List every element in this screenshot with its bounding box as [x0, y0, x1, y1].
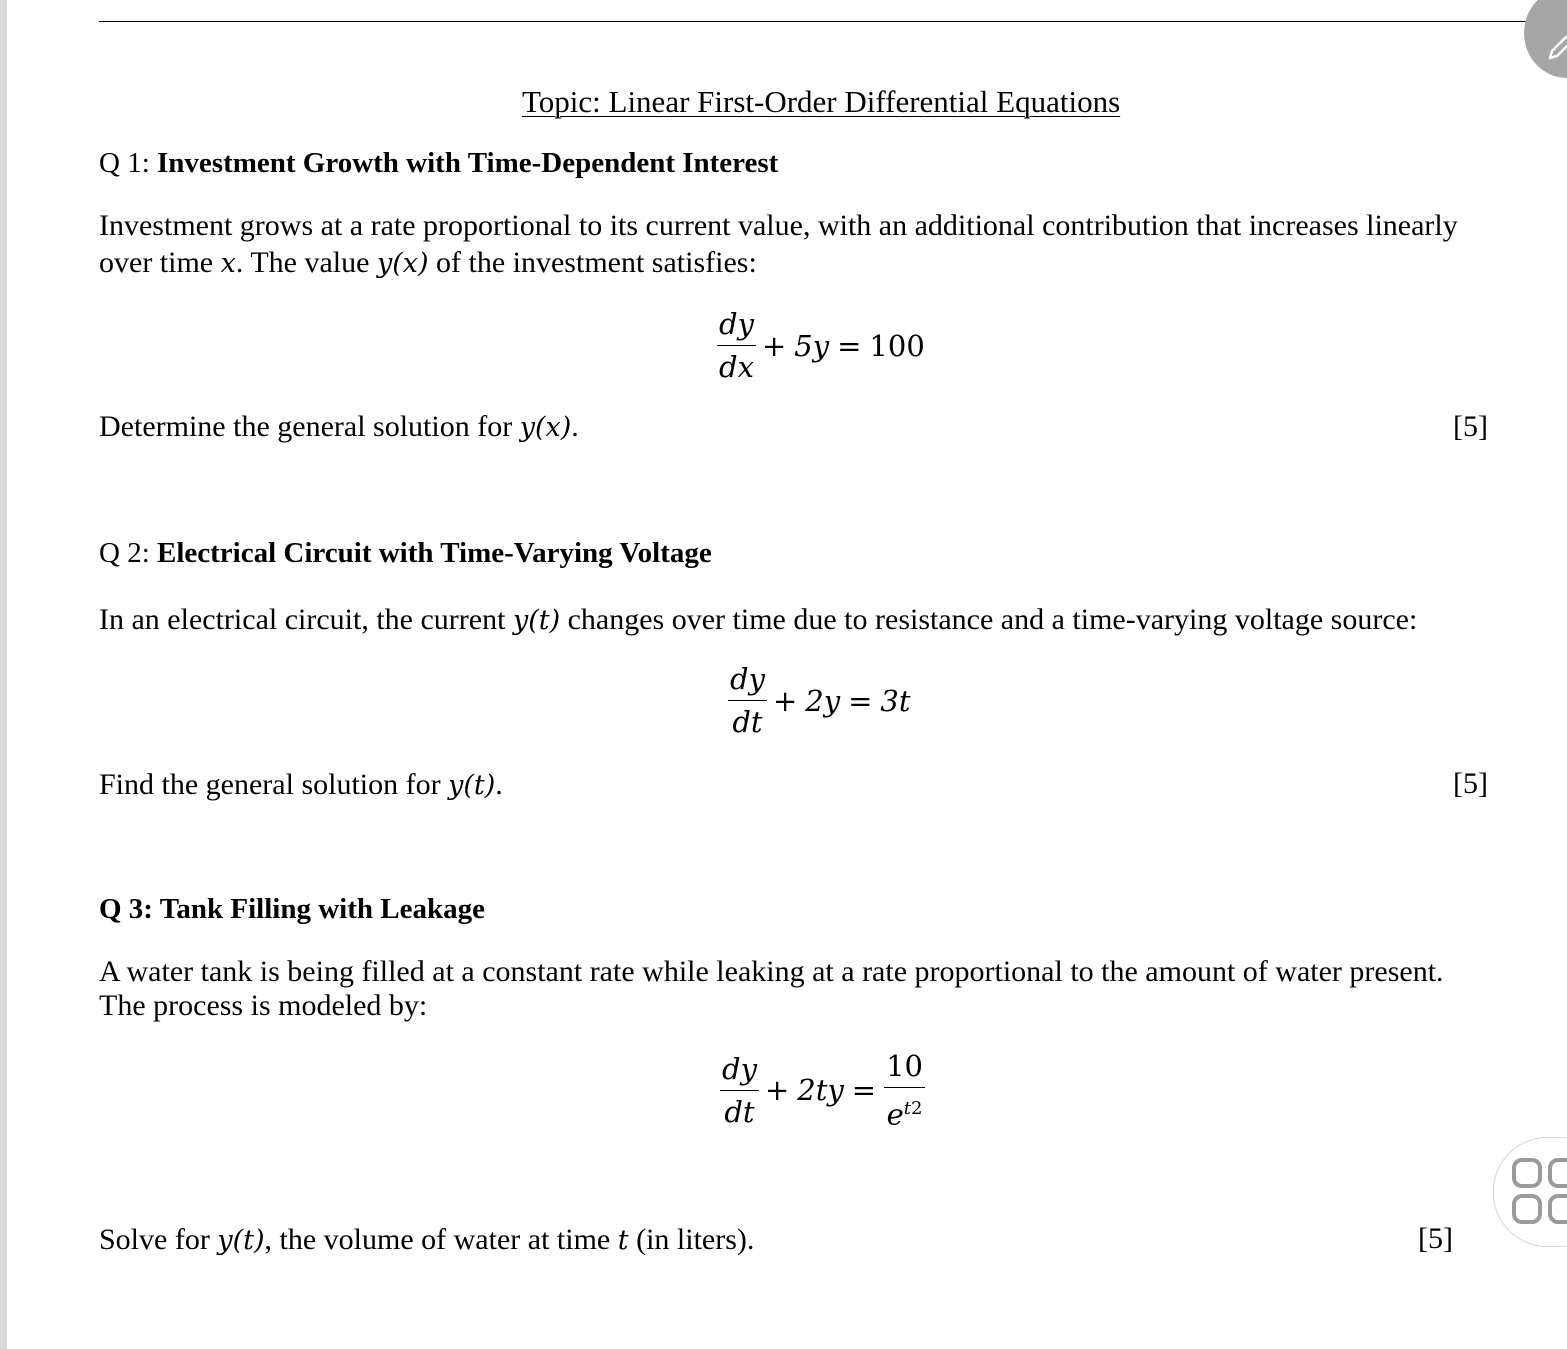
q2-derivative: $\frac{dy}{dt}$	[730, 662, 765, 739]
q2-heading	[99, 537, 712, 570]
q1-label: Q 1:	[99, 147, 157, 179]
q1-text-line1: Investment grows at a rate proportional to its current value, with an additional contribution that increases linearly	[99, 209, 1458, 242]
q2-title: Electrical Circuit with Time-Varying Voltage	[157, 537, 712, 569]
q3-text-line1: A water tank is being filled at a constant rate while leaking at a rate proportional to the amount of water present.	[99, 955, 1444, 988]
q2-marks: [5]	[1453, 767, 1488, 800]
q1-heading	[99, 147, 778, 180]
q3-marks: [5]	[1418, 1222, 1453, 1255]
edit-button[interactable]	[1524, 0, 1567, 78]
q2-equation: $\frac{dy}{dt}$ + 2y = 3t	[730, 662, 911, 739]
q1-text-line2: over time x. The value y(x) of the investment satisfies:	[99, 246, 757, 279]
apps-button[interactable]	[1493, 1137, 1567, 1247]
q1-task: Determine the general solution for y(x).	[99, 410, 579, 443]
page-title: Topic: Linear First-Order Differential Equations	[522, 84, 1121, 119]
grid-icon	[1512, 1158, 1567, 1226]
q3-rhs-fraction: $\frac{10}{e^{t2}}$	[886, 1049, 923, 1132]
q2-label: Q 2:	[99, 537, 157, 569]
q3-heading: Q 3: Tank Filling with Leakage	[99, 893, 485, 925]
page-left-edge	[0, 0, 7, 1349]
q2-text-line1: In an electrical circuit, the current y(t) changes over time due to resistance and a time-varying voltage source:	[99, 603, 1418, 636]
pencil-icon	[1546, 32, 1567, 62]
q2-task: Find the general solution for y(t).	[99, 768, 503, 801]
top-rule	[99, 21, 1549, 22]
q1-equation: $\frac{dy}{dx}$ + 5y = 100	[719, 307, 925, 384]
q3-equation: $\frac{dy}{dt}$ + 2ty = $\frac{10}{e^{t2}}$	[722, 1049, 923, 1132]
q1-title: Investment Growth with Time-Dependent Interest	[157, 147, 779, 179]
q3-task: Solve for y(t), the volume of water at time t (in liters).	[99, 1223, 755, 1256]
q3-text-line2: The process is modeled by:	[99, 989, 428, 1022]
q1-marks: [5]	[1453, 410, 1488, 443]
q1-derivative: $\frac{dy}{dx}$	[719, 307, 754, 384]
q3-derivative: $\frac{dy}{dt}$	[722, 1051, 757, 1129]
